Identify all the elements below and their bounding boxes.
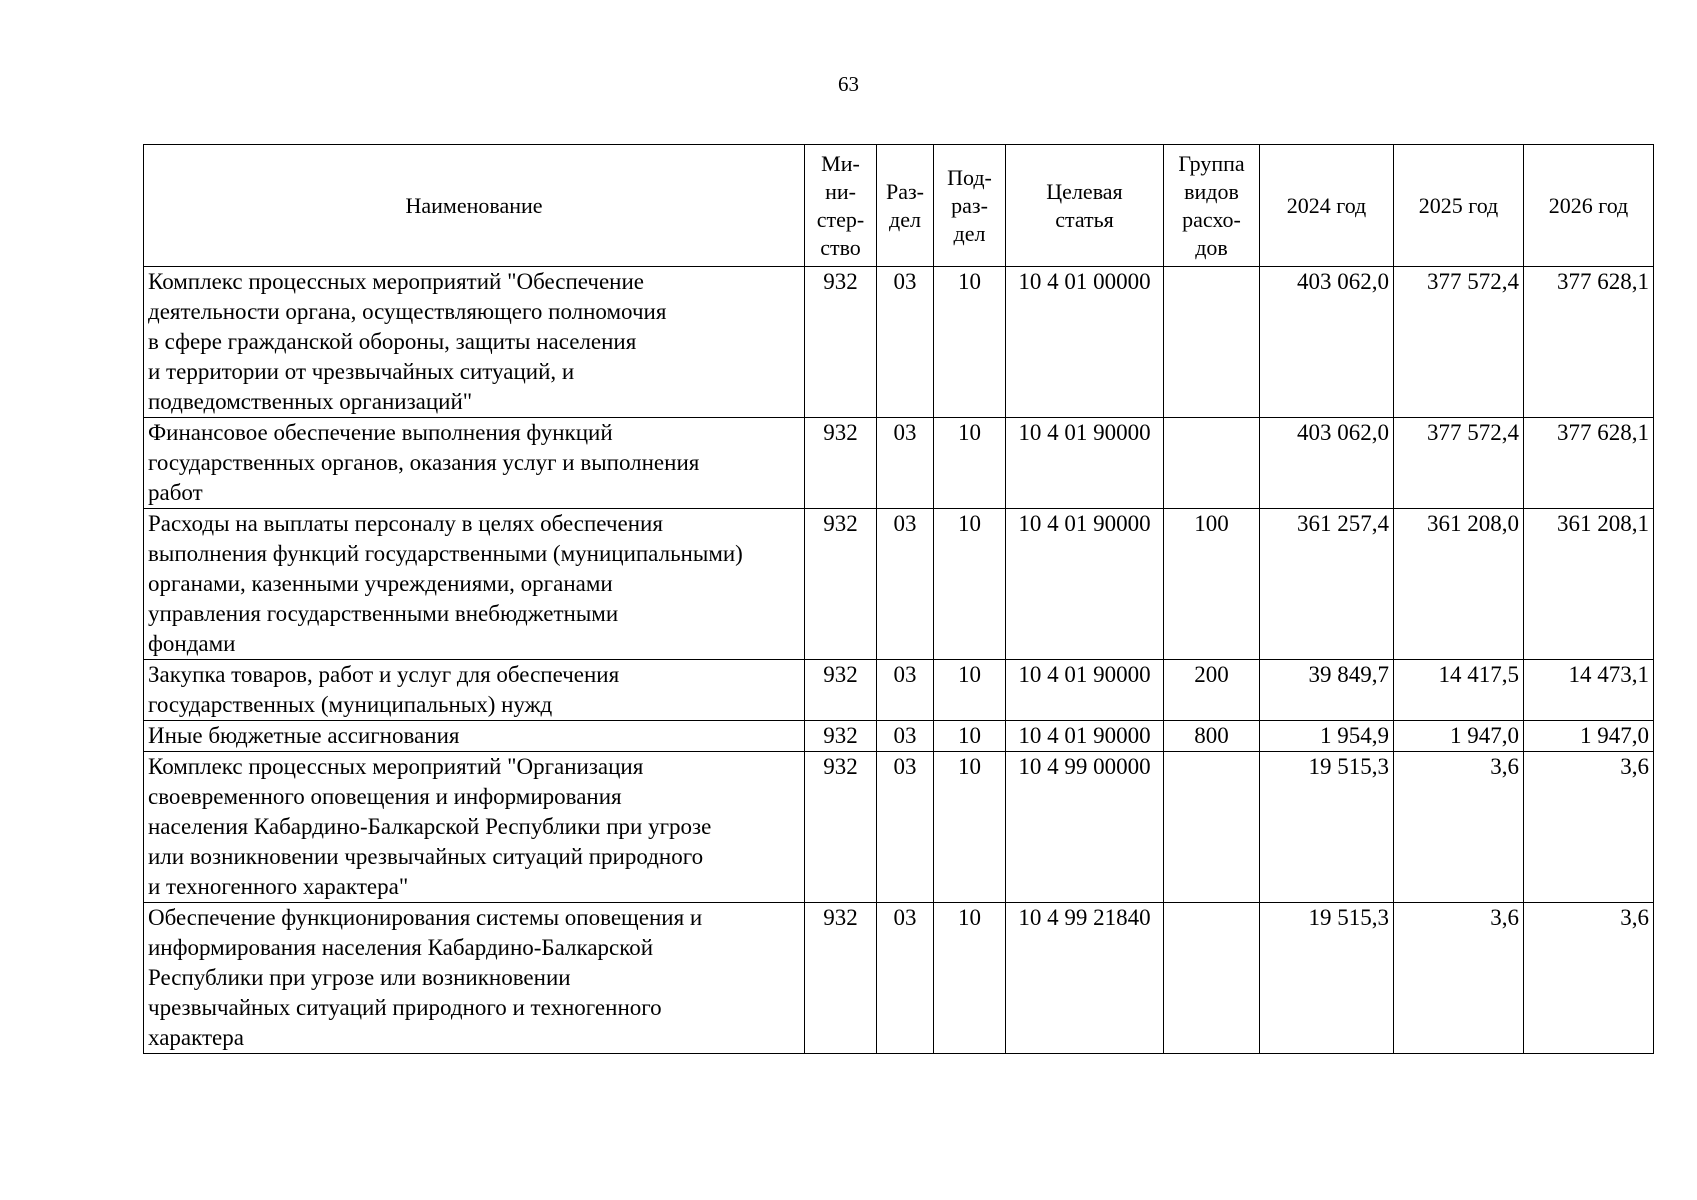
cell-section: 03 <box>877 267 934 418</box>
header-section: Раз- дел <box>877 145 934 267</box>
cell-2026: 1 947,0 <box>1524 721 1654 752</box>
cell-name: Комплекс процессных мероприятий "Организация своевременного оповещения и информирования населения Кабардино-Балкарской Республики при угрозе или возникновении чрезвычайных ситуаций природного и техногенного характера" <box>144 752 805 903</box>
cell-target: 10 4 01 90000 <box>1006 509 1164 660</box>
cell-2024: 1 954,9 <box>1260 721 1394 752</box>
cell-ministry: 932 <box>805 903 877 1054</box>
cell-2025: 3,6 <box>1394 752 1524 903</box>
cell-expense-group: 200 <box>1164 660 1260 721</box>
cell-name: Комплекс процессных мероприятий "Обеспечение деятельности органа, осуществляющего полномочия в сфере гражданской обороны, защиты населения и территории от чрезвычайных ситуаций, и подведомственных организаций" <box>144 267 805 418</box>
cell-subsection: 10 <box>934 660 1006 721</box>
cell-ministry: 932 <box>805 418 877 509</box>
header-subsection: Под- раз- дел <box>934 145 1006 267</box>
table-row <box>144 752 1654 903</box>
cell-expense-group <box>1164 903 1260 1054</box>
cell-section: 03 <box>877 418 934 509</box>
table-row <box>144 721 1654 752</box>
header-2025: 2025 год <box>1394 145 1524 267</box>
cell-section: 03 <box>877 903 934 1054</box>
cell-2025: 361 208,0 <box>1394 509 1524 660</box>
cell-name: Финансовое обеспечение выполнения функций государственных органов, оказания услуг и выполнения работ <box>144 418 805 509</box>
cell-subsection: 10 <box>934 752 1006 903</box>
cell-section: 03 <box>877 509 934 660</box>
cell-subsection: 10 <box>934 721 1006 752</box>
cell-name: Закупка товаров, работ и услуг для обеспечения государственных (муниципальных) нужд <box>144 660 805 721</box>
cell-section: 03 <box>877 752 934 903</box>
cell-2024: 403 062,0 <box>1260 267 1394 418</box>
cell-expense-group: 800 <box>1164 721 1260 752</box>
header-name: Наименование <box>144 145 805 267</box>
cell-ministry: 932 <box>805 660 877 721</box>
cell-target: 10 4 01 90000 <box>1006 660 1164 721</box>
cell-2025: 377 572,4 <box>1394 418 1524 509</box>
cell-2025: 3,6 <box>1394 903 1524 1054</box>
page-number: 63 <box>838 72 859 96</box>
header-2026: 2026 год <box>1524 145 1654 267</box>
cell-2025: 377 572,4 <box>1394 267 1524 418</box>
table-row <box>144 660 1654 721</box>
cell-subsection: 10 <box>934 267 1006 418</box>
header-target: Целевая статья <box>1006 145 1164 267</box>
cell-2024: 403 062,0 <box>1260 418 1394 509</box>
cell-expense-group <box>1164 752 1260 903</box>
table-row <box>144 903 1654 1054</box>
table-row <box>144 509 1654 660</box>
cell-name: Обеспечение функционирования системы оповещения и информирования населения Кабардино-Балкарской Республики при угрозе или возникновении чрезвычайных ситуаций природного и техногенного характера <box>144 903 805 1054</box>
cell-2026: 361 208,1 <box>1524 509 1654 660</box>
cell-2026: 3,6 <box>1524 903 1654 1054</box>
cell-subsection: 10 <box>934 418 1006 509</box>
table-header-row <box>144 145 1654 267</box>
table-row <box>144 267 1654 418</box>
cell-ministry: 932 <box>805 752 877 903</box>
cell-name: Расходы на выплаты персоналу в целях обеспечения выполнения функций государственными (муниципальными) органами, казенными учреждениями, органами управления государственными внебюджетными фондами <box>144 509 805 660</box>
budget-table <box>143 144 1654 1054</box>
cell-target: 10 4 01 90000 <box>1006 418 1164 509</box>
cell-2024: 361 257,4 <box>1260 509 1394 660</box>
header-ministry: Ми- ни- стер- ство <box>805 145 877 267</box>
cell-ministry: 932 <box>805 721 877 752</box>
cell-section: 03 <box>877 721 934 752</box>
cell-2026: 377 628,1 <box>1524 267 1654 418</box>
header-expense-group: Группа видов расхо- дов <box>1164 145 1260 267</box>
header-2024: 2024 год <box>1260 145 1394 267</box>
cell-subsection: 10 <box>934 509 1006 660</box>
cell-2024: 19 515,3 <box>1260 752 1394 903</box>
cell-name: Иные бюджетные ассигнования <box>144 721 805 752</box>
cell-expense-group <box>1164 418 1260 509</box>
cell-2025: 14 417,5 <box>1394 660 1524 721</box>
cell-target: 10 4 99 21840 <box>1006 903 1164 1054</box>
table-body <box>144 267 1654 1054</box>
cell-2024: 39 849,7 <box>1260 660 1394 721</box>
cell-subsection: 10 <box>934 903 1006 1054</box>
cell-target: 10 4 01 00000 <box>1006 267 1164 418</box>
cell-target: 10 4 01 90000 <box>1006 721 1164 752</box>
cell-ministry: 932 <box>805 267 877 418</box>
cell-target: 10 4 99 00000 <box>1006 752 1164 903</box>
table-row <box>144 418 1654 509</box>
cell-2026: 3,6 <box>1524 752 1654 903</box>
cell-ministry: 932 <box>805 509 877 660</box>
cell-expense-group <box>1164 267 1260 418</box>
cell-2026: 14 473,1 <box>1524 660 1654 721</box>
cell-2025: 1 947,0 <box>1394 721 1524 752</box>
cell-2024: 19 515,3 <box>1260 903 1394 1054</box>
cell-2026: 377 628,1 <box>1524 418 1654 509</box>
cell-section: 03 <box>877 660 934 721</box>
cell-expense-group: 100 <box>1164 509 1260 660</box>
